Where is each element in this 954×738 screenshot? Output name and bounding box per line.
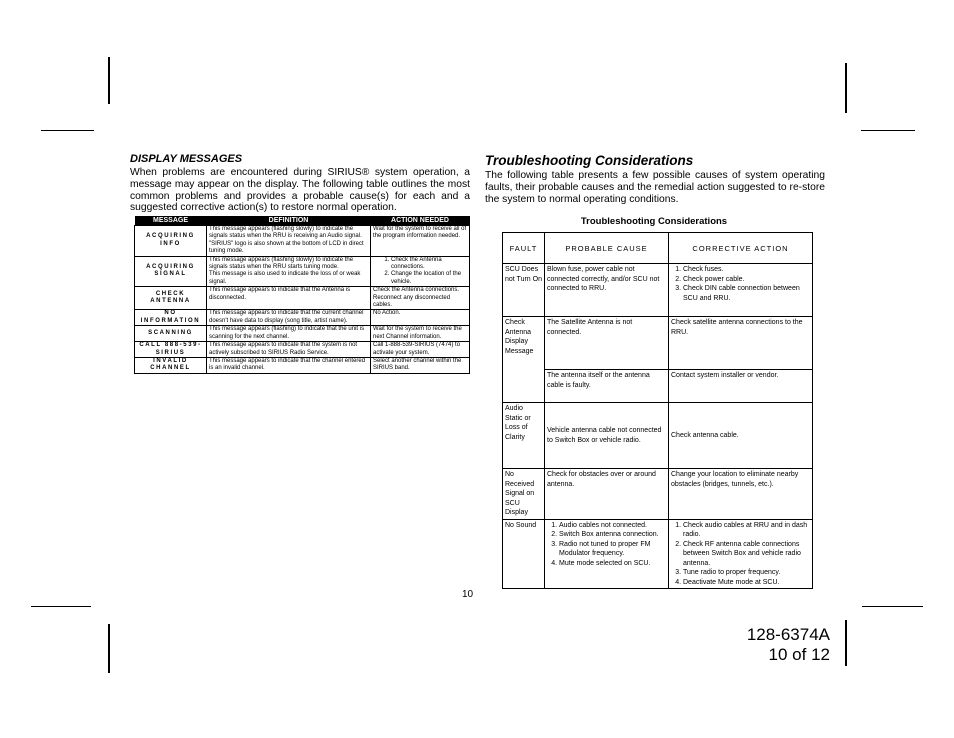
table-row [135,310,470,326]
list-item: 1. Check the Antenna connections. [391,257,467,272]
list-item: 1. Check audio cables at RRU and in dash radio. [683,521,810,540]
table-row [503,519,813,589]
display-messages-heading: DISPLAY MESSAGES [130,153,243,165]
message-cell: NO INFORMATION [135,310,207,326]
action-cell: Wait for the system to receive all of the program information needed. [371,226,470,257]
list-item: 3. Radio not tuned to proper FM Modulator frequency. [559,540,666,559]
crop-mark-bottom-left [108,624,110,673]
message-cell: ACQUIRING INFO [135,226,207,257]
table-row [135,342,470,358]
list-item: 2. Change the location of the vehicle. [391,271,467,286]
fault-cell: Audio Static or Loss of Clarity [503,403,545,469]
definition-cell: This message appears to indicate that the channel entered is an invalid channel. [207,357,371,373]
document-number: 128-6374A [746,625,830,644]
action-cell: Contact system installer or vendor. [669,370,813,403]
list-item: 4. Deactivate Mute mode at SCU. [683,578,810,588]
document-page-count: 10 of 12 [768,645,830,664]
table-row [135,226,470,257]
action-cell [371,256,470,287]
table-row [503,264,813,317]
list-item: 4. Mute mode selected on SCU. [559,559,666,569]
fault-cell: SCU Does not Turn On [503,264,545,317]
list-item: 2. Switch Box antenna connection. [559,530,666,540]
action-cell: Select another channel within the SIRIUS band. [371,357,470,373]
fault-cell: Check Antenna Display Message [503,317,545,370]
definition-cell: This message appears (flashing) to indicate that the unit is scanning for the next channel. [207,326,371,342]
action-cell [669,264,813,317]
cause-cell: The antenna itself or the antenna cable is faulty. [545,370,669,403]
crop-mark-left-lower [31,606,91,607]
definition-cell: This message appears to indicate that the current channel doesn't have data to display (song title, artist name). [207,310,371,326]
crop-mark-left-upper [41,130,94,131]
col-header-cause: PROBABLE CAUSE [545,233,669,264]
crop-mark-right-upper [861,130,915,131]
table-row [503,317,813,370]
troubleshooting-section [485,153,825,205]
definition-cell: This message appears (flashing slowly) to indicate the signals status when the RRU starts tuning mode. This message is also used to indicate the loss of or weak signal. [207,256,371,287]
action-cell: Check the Antenna connections. Reconnect any disconnected cables. [371,287,470,310]
list-item: 1. Check fuses. [683,265,810,275]
table-row [135,256,470,287]
message-cell: ACQUIRING SIGNAL [135,256,207,287]
table-row [503,403,813,469]
display-messages-intro: When problems are encountered during SIRIUS® system operation, a message may appear on the display. The following table outlines the most common problems and provides a probable cause(s) for each and a suggested corrective action(s) to restore normal operation. [130,167,470,214]
definition-cell: This message appears (flashing slowly) to indicate the signals status when the RRU is receiving an Audio signal. "SIRIUS" logo is also shown at the bottom of LCD in direct tuning mode. [207,226,371,257]
action-cell: Wait for the system to receive the next Channel information. [371,326,470,342]
table-row [135,357,470,373]
col-header-action: ACTION NEEDED [371,216,470,226]
table-row [503,370,813,403]
action-cell: Check satellite antenna connections to the RRU. [669,317,813,370]
display-messages-table [134,216,470,374]
message-cell: SCANNING [135,326,207,342]
crop-mark-top-left [108,57,110,104]
col-header-corrective-action: CORRECTIVE ACTION [669,233,813,264]
col-header-message: MESSAGE [135,216,207,226]
page-number: 10 [462,589,474,600]
definition-cell: This message appears to indicate that the Antenna is disconnected. [207,287,371,310]
action-cell: No Action. [371,310,470,326]
cause-cell: Blown fuse, power cable not connected correctly, and/or SCU not connected to RRU. [545,264,669,317]
action-cell [669,519,813,589]
col-header-fault: FAULT [503,233,545,264]
fault-cell [503,370,545,403]
table-row [135,326,470,342]
action-cell: Change your location to eliminate nearby obstacles (bridges, tunnels, etc.). [669,469,813,520]
crop-mark-top-right [845,63,847,113]
list-item: 3. Check DIN cable connection between SCU and RRU. [683,284,810,303]
fault-cell: No Sound [503,519,545,589]
cause-cell: Vehicle antenna cable not connected to Switch Box or vehicle radio. [545,403,669,469]
table-row [135,287,470,310]
action-cell: Call 1-888-539-SIRIUS (7474) to activate your system. [371,342,470,358]
action-cell: Check antenna cable. [669,403,813,469]
list-item: 2. Check power cable. [683,275,810,285]
crop-mark-right-lower [862,606,923,607]
col-header-definition: DEFINITION [207,216,371,226]
troubleshooting-table-caption: Troubleshooting Considerations [580,216,728,227]
fault-cell: No Received Signal on SCU Display [503,469,545,520]
definition-cell: This message appears to indicate that the system is not actively subscribed to SIRIUS Radio Service. [207,342,371,358]
troubleshooting-intro: The following table presents a few possible causes of system operating faults, their probable causes and the remedial action suggested to re-store the system to normal operating conditions. [485,170,825,205]
list-item: 2. Check RF antenna cable connections between Switch Box and vehicle radio antenna. [683,540,810,569]
message-cell: CHECK ANTENNA [135,287,207,310]
list-item: 1. Audio cables not connected. [559,521,666,531]
cause-cell: The Satellite Antenna is not connected. [545,317,669,370]
troubleshooting-heading: Troubleshooting Considerations [485,153,694,168]
display-messages-section [130,153,470,214]
message-cell: CALL 888-539-SIRIUS [135,342,207,358]
crop-mark-bottom-right [845,620,847,666]
cause-cell [545,519,669,589]
troubleshooting-table [502,232,813,589]
list-item: 3. Tune radio to proper frequency. [683,568,810,578]
message-cell: INVALID CHANNEL [135,357,207,373]
document-id-block [740,625,830,665]
table-row [503,469,813,520]
cause-cell: Check for obstacles over or around antenna. [545,469,669,520]
